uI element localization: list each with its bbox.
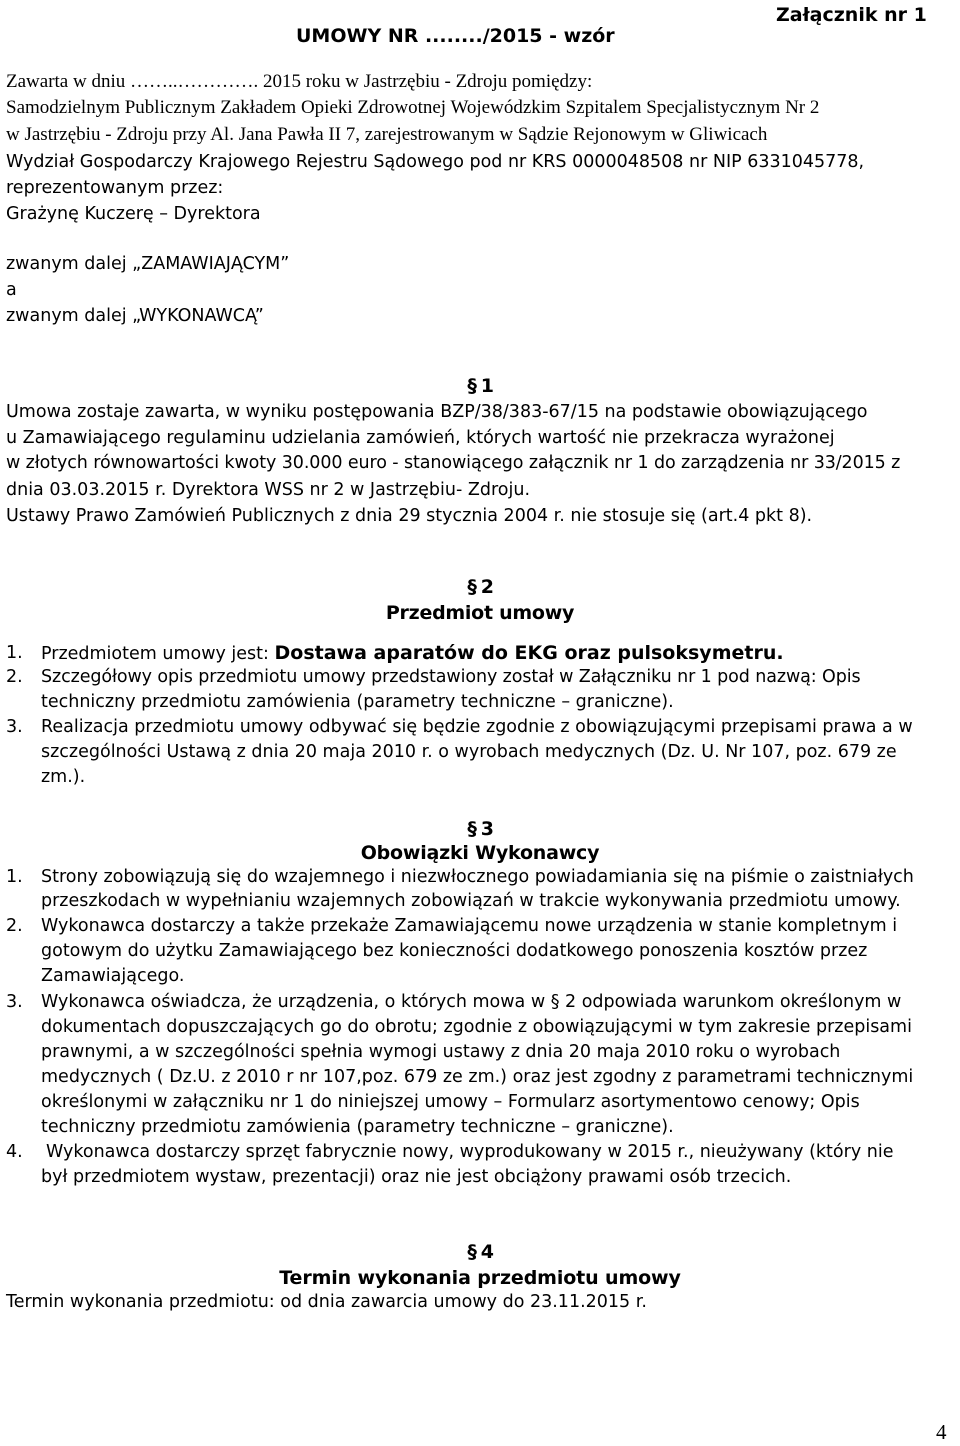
intro-line-3	[6, 123, 767, 147]
intro-line-2: Samodzielnym Publicznym Zakładem Opieki Zdrowotnej Wojewódzkim Szpitalem Specjalistycznym Nr 2	[6, 97, 820, 118]
s3-p3-line-6: techniczny przedmiotu zamówienia (parametry techniczne – graniczne).	[41, 1117, 674, 1137]
intro-line-6: Grażynę Kuczerę – Dyrektora	[6, 204, 261, 224]
s3-p3-line-1: Wykonawca oświadcza, że urządzenia, o których mowa w § 2 odpowiada warunkom określonym w	[41, 992, 902, 1012]
section-2-title: Przedmiot umowy	[385, 602, 575, 624]
section-3-title: Obowiązki Wykonawcy	[360, 842, 600, 864]
s3-p4-number: 4.	[6, 1142, 23, 1162]
s4-line-1: Termin wykonania przedmiotu: od dnia zawarcia umowy do 23.11.2015 r.	[6, 1292, 647, 1312]
s3-p2-line-3: Zamawiającego.	[41, 966, 185, 986]
intro-line-3-text: w Jastrzębiu - Zdroju przy Al. Jana Pawła II 7, zarejestrowanym w Sądzie Rejonowym w Gliwicach	[6, 124, 768, 145]
s3-p2-line-1: Wykonawca dostarczy a także przekaże Zamawiającemu nowe urządzenia w stanie kompletnym i	[41, 916, 898, 936]
s2-p1-number: 1.	[6, 643, 23, 663]
s2-p2-line-1: Szczegółowy opis przedmiotu umowy przedstawiony został w Załączniku nr 1 pod nazwą: Opis	[41, 667, 861, 687]
section-3-number: § 3	[467, 818, 493, 840]
s2-p3-line-2: szczególności Ustawą z dnia 20 maja 2010 r. o wyrobach medycznych (Dz. U. Nr 107, poz. 679 ze	[41, 742, 897, 762]
s2-p1	[41, 641, 784, 666]
s3-p3-line-4: medycznych ( Dz.U. z 2010 r nr 107,poz. 679 ze zm.) oraz jest zgodny z parametrami technicznymi	[41, 1067, 914, 1087]
s1-line-1: Umowa zostaje zawarta, w wyniku postępowania BZP/38/383-67/15 na podstawie obowiązującego	[6, 402, 868, 422]
s1-line-2: u Zamawiającego regulaminu udzielania zamówień, których wartość nie przekracza wyrażonej	[6, 428, 835, 448]
s2-p3-line-1: Realizacja przedmiotu umowy odbywać się będzie zgodnie z obowiązującymi przepisami prawa a w	[41, 717, 913, 737]
s3-p2-line-2: gotowym do użytku Zamawiającego bez konieczności dodatkowego ponoszenia kosztów przez	[41, 941, 868, 961]
contract-title: UMOWY NR ......../2015 - wzór	[296, 25, 615, 47]
s3-p2-number: 2.	[6, 916, 23, 936]
s1-line-3: w złotych równowartości kwoty 30.000 euro - stanowiącego załącznik nr 1 do zarządzenia nr 33/2015 z	[6, 453, 901, 473]
s3-p3-line-3: prawnymi, a w szczególności spełnia wymogi ustawy z dnia 20 maja 2010 roku o wyrobach	[41, 1042, 841, 1062]
s3-p3-line-5: określonymi w załączniku nr 1 do niniejszej umowy – Formularz asortymentowo cenowy; Opis	[41, 1092, 860, 1112]
section-1-number: § 1	[467, 375, 493, 397]
intro-line-1: Zawarta w dniu ……..…………. 2015 roku w Jastrzębiu - Zdroju pomiędzy:	[6, 71, 593, 92]
s2-p2-line-2: techniczny przedmiotu zamówienia (parametry techniczne – graniczne).	[41, 692, 674, 712]
section-2-number: § 2	[467, 576, 493, 598]
s2-p1-text: Przedmiotem umowy jest:	[41, 644, 275, 664]
s3-p3-number: 3.	[6, 992, 23, 1012]
page-number: 4	[936, 1420, 947, 1444]
s3-p1-line-2: przeszkodach w wypełnianiu wzajemnych zobowiązań w trakcie wykonywania przedmiotu umowy.	[41, 891, 901, 911]
s3-p1-number: 1.	[6, 867, 23, 887]
s3-p4-line-2: był przedmiotem wystaw, prezentacji) oraz nie jest obciążony prawami osób trzecich.	[41, 1167, 792, 1187]
s1-line-5: Ustawy Prawo Zamówień Publicznych z dnia 29 stycznia 2004 r. nie stosuje się (art.4 pkt 8).	[6, 506, 813, 526]
s2-p3-line-3: zm.).	[41, 767, 86, 787]
intro-line-8: a	[6, 280, 17, 300]
s3-p3-line-2: dokumentach dopuszczających go do obrotu; zgodnie z obowiązującymi w tym zakresie przepisami	[41, 1017, 912, 1037]
intro-line-7: zwanym dalej „ZAMAWIAJĄCYM”	[6, 254, 290, 274]
s2-p2-number: 2.	[6, 667, 23, 687]
s3-p1-line-1: Strony zobowiązują się do wzajemnego i niezwłocznego powiadamiania się na piśmie o zaistniałych	[41, 867, 914, 887]
s2-p1-bold: Dostawa aparatów do EKG oraz pulsoksymetru.	[274, 642, 784, 664]
section-4-title: Termin wykonania przedmiotu umowy	[279, 1267, 681, 1289]
s2-p3-number: 3.	[6, 717, 23, 737]
s1-line-4: dnia 03.03.2015 r. Dyrektora WSS nr 2 w Jastrzębiu- Zdroju.	[6, 480, 531, 500]
attachment-label: Załącznik nr 1	[776, 4, 927, 26]
intro-line-9: zwanym dalej „WYKONAWCĄ”	[6, 306, 264, 326]
section-4-number: § 4	[467, 1241, 493, 1263]
intro-line-4: Wydział Gospodarczy Krajowego Rejestru Sądowego pod nr KRS 0000048508 nr NIP 6331045778,	[6, 152, 865, 172]
intro-line-5: reprezentowanym przez:	[6, 178, 224, 198]
s3-p4-line-1: Wykonawca dostarczy sprzęt fabrycznie nowy, wyprodukowany w 2015 r., nieużywany (który nie	[46, 1142, 894, 1162]
